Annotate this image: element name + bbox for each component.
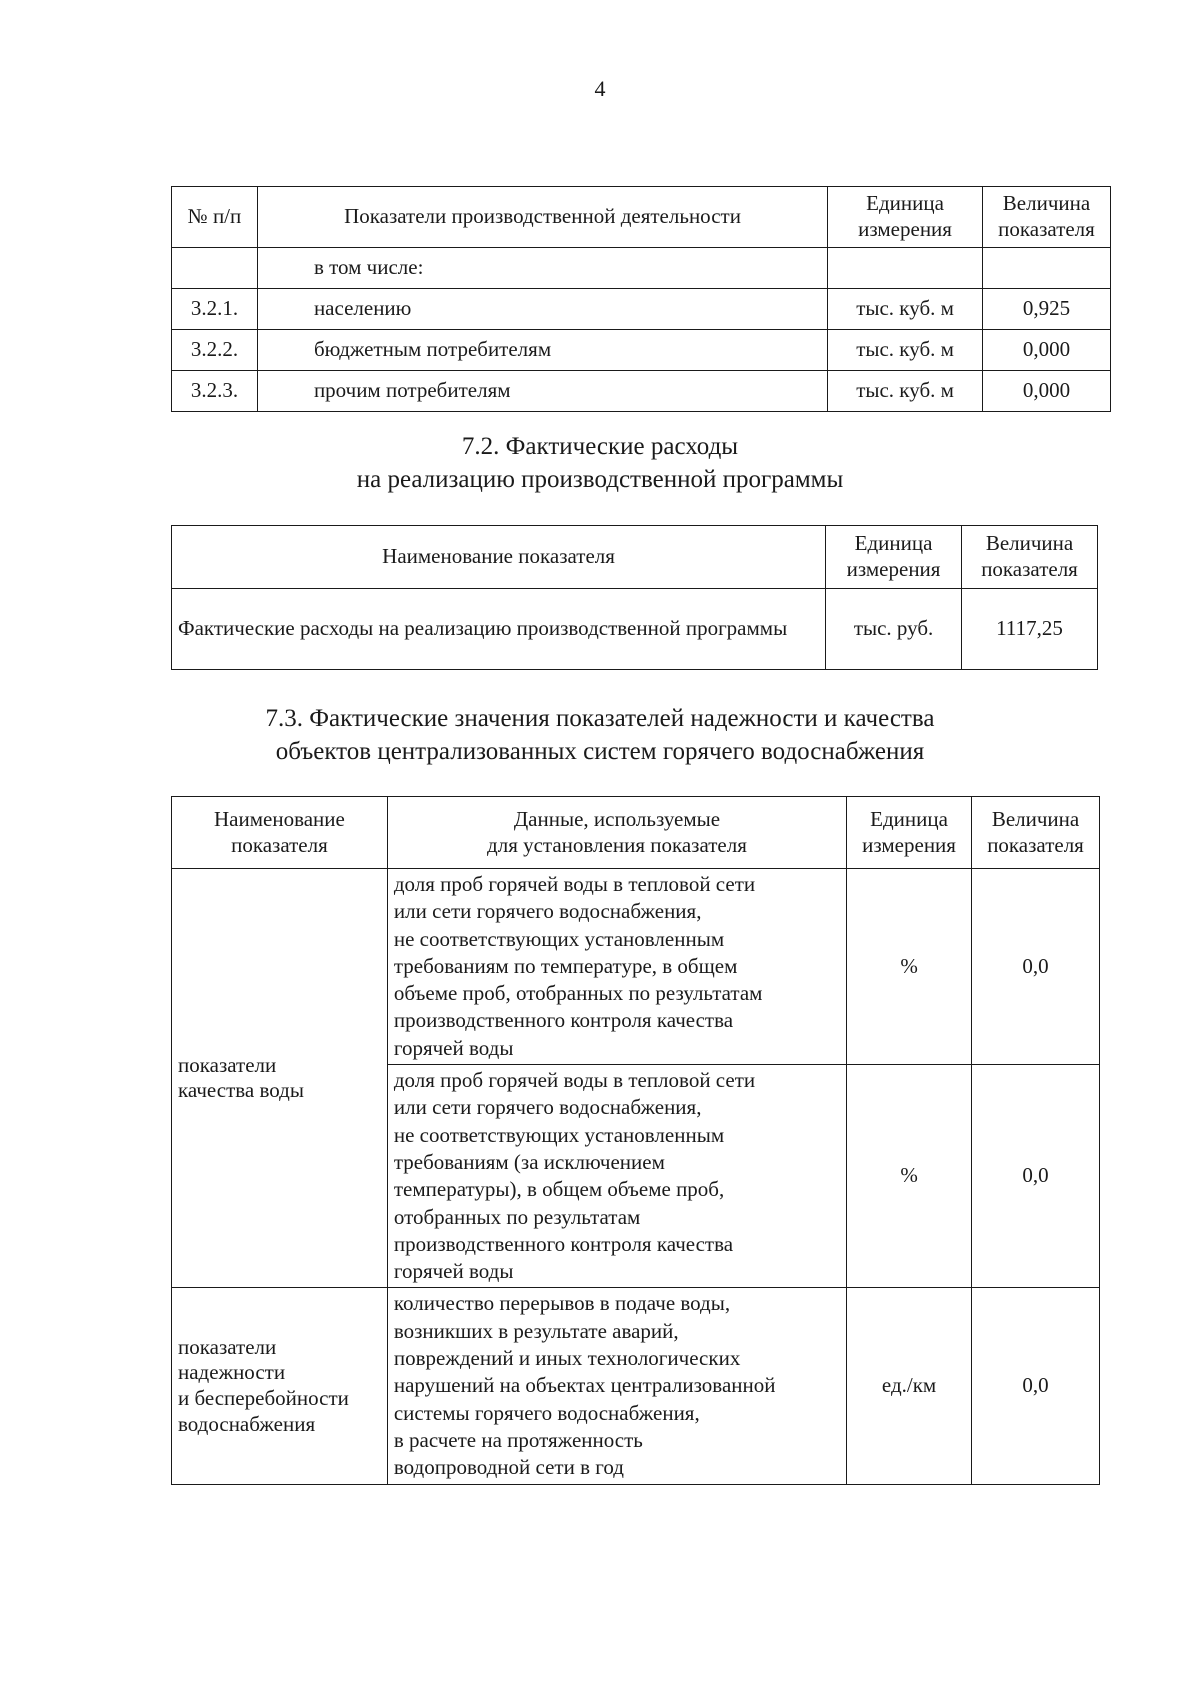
table-row (172, 1288, 1100, 1484)
cell-unit: тыс. куб. м (828, 371, 983, 412)
section-7-2-title-line2: на реализацию производственной программы (356, 466, 844, 493)
cell-value: 0,925 (983, 289, 1111, 330)
cell-unit: % (847, 1065, 972, 1288)
cell-num: 3.2.3. (172, 371, 258, 412)
header-indicator-name: Наименование показателя (172, 526, 826, 589)
header-unit: Единица измерения (828, 187, 983, 248)
header-indicator-name: Наименование показателя (172, 797, 388, 869)
cell-value: 0,000 (983, 330, 1111, 371)
section-7-3-title (0, 702, 1200, 768)
header-value: Величина показателя (983, 187, 1111, 248)
table-row (172, 289, 1111, 330)
cell-indicator: бюджетным потребителям (257, 330, 827, 371)
cell-unit: % (847, 869, 972, 1065)
cell-group-reliability: показатели надежности и бесперебойности водоснабжения (172, 1288, 388, 1484)
section-7-3-title-line1: 7.3. Фактические значения показателей надежности и качества (265, 705, 935, 732)
table-row (172, 589, 1098, 670)
table-row (172, 248, 1111, 289)
reliability-quality-table (171, 796, 1100, 1485)
cell-group-water-quality: показатели качества воды (172, 869, 388, 1288)
header-value: Величина показателя (972, 797, 1100, 869)
cell-unit: тыс. куб. м (828, 289, 983, 330)
cell-value: 0,0 (972, 1288, 1100, 1484)
section-7-2-title-line1: 7.2. Фактические расходы (461, 433, 739, 460)
cell-num (172, 248, 258, 289)
actual-expenses-table (171, 525, 1098, 670)
cell-value: 1117,25 (962, 589, 1098, 670)
cell-value: 0,000 (983, 371, 1111, 412)
table-header-row (172, 187, 1111, 248)
cell-unit: тыс. руб. (826, 589, 962, 670)
section-7-2-title (0, 430, 1200, 496)
cell-value: 0,0 (972, 1065, 1100, 1288)
cell-data: количество перерывов в подаче воды, возникших в результате аварий, повреждений и иных технологических нарушений на объектах централизованной системы горячего водоснабжения, в расчете на протяженность водопроводной сети в год (387, 1288, 846, 1484)
cell-data: доля проб горячей воды в тепловой сети или сети горячего водоснабжения, не соответствующих установленным требованиям (за исключением температуры), в общем объеме проб, отобранных по результатам производственного контроля качества горячей воды (387, 1065, 846, 1288)
table-header-row (172, 797, 1100, 869)
production-activity-table (171, 186, 1111, 412)
header-unit: Единица измерения (847, 797, 972, 869)
table-row (172, 371, 1111, 412)
section-7-3-title-line2: объектов централизованных систем горячего водоснабжения (275, 738, 925, 765)
cell-value (983, 248, 1111, 289)
cell-unit (828, 248, 983, 289)
cell-unit: тыс. куб. м (828, 330, 983, 371)
table-header-row (172, 526, 1098, 589)
header-data: Данные, используемые для установления показателя (387, 797, 846, 869)
header-value: Величина показателя (962, 526, 1098, 589)
cell-num: 3.2.2. (172, 330, 258, 371)
cell-indicator: населению (257, 289, 827, 330)
cell-num: 3.2.1. (172, 289, 258, 330)
table-row (172, 869, 1100, 1065)
cell-subheader: в том числе: (257, 248, 827, 289)
header-unit: Единица измерения (826, 526, 962, 589)
header-indicator: Показатели производственной деятельности (257, 187, 827, 248)
cell-data: доля проб горячей воды в тепловой сети или сети горячего водоснабжения, не соответствующих установленным требованиям по температуре, в общем объеме проб, отобранных по результатам производственного контроля качества горячей воды (387, 869, 846, 1065)
cell-value: 0,0 (972, 869, 1100, 1065)
page-number: 4 (594, 76, 606, 101)
table-row (172, 330, 1111, 371)
cell-unit: ед./км (847, 1288, 972, 1484)
cell-indicator: прочим потребителям (257, 371, 827, 412)
header-num: № п/п (172, 187, 258, 248)
cell-indicator-name: Фактические расходы на реализацию производственной программы (172, 589, 826, 670)
